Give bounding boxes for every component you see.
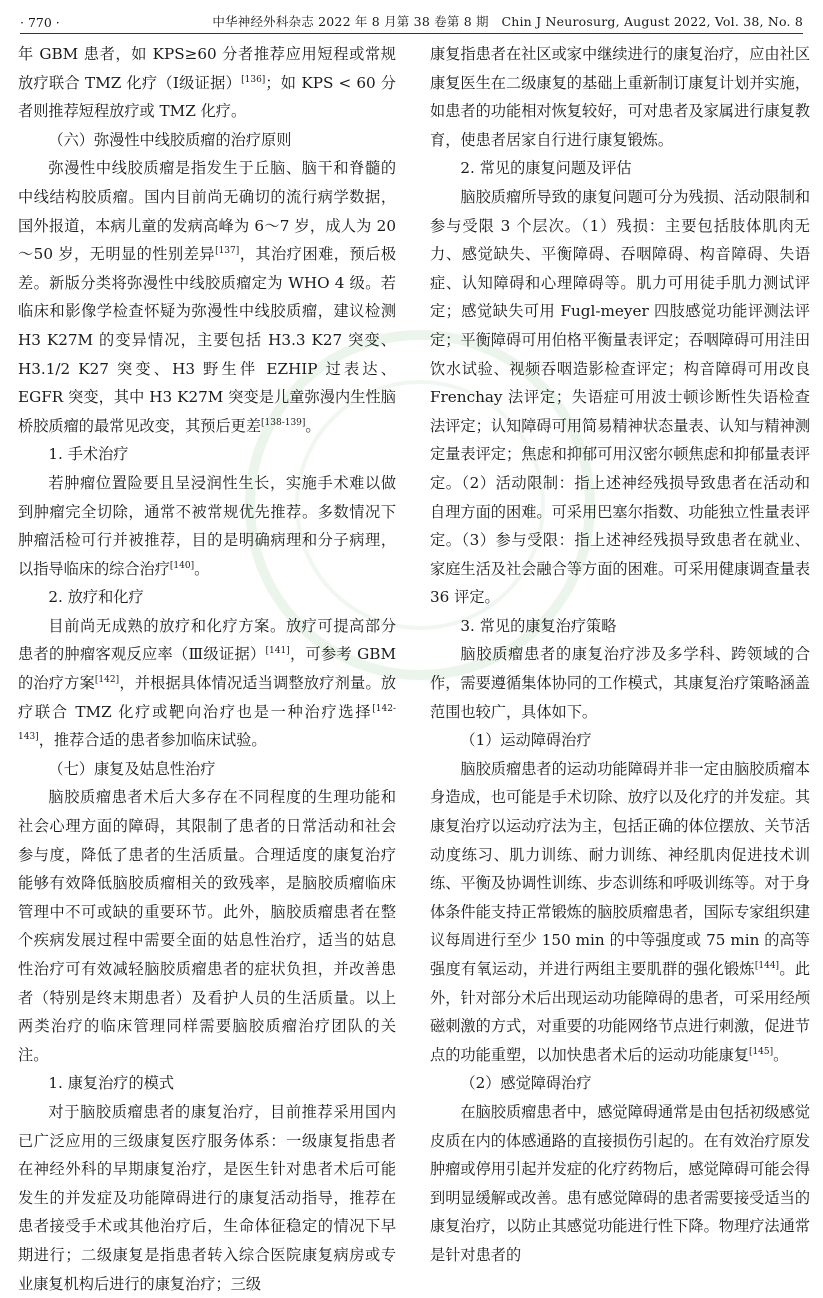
subsection-heading: （2）感觉障碍治疗 — [460, 1074, 592, 1093]
subsection-heading: 1. 手术治疗 — [48, 445, 129, 464]
paragraph: 脑胶质瘤患者的康复治疗涉及多学科、跨领域的合作，需要遵循集体协同的工作模式，其康复治疗策略涵盖范围也较广，具体如下。 — [430, 645, 810, 721]
subsection-heading: 2. 放疗和化疗 — [48, 588, 144, 607]
paragraph: 脑胶质瘤所导致的康复问题可分为残损、活动限制和参与受限 3 个层次。（1）残损：主要包括肢体肌肉无力、感觉缺失、平衡障碍、吞咽障碍、构音障碍、失语症、认知障碍和心理障碍等。肌力可用徒手肌力测试评定；感觉缺失可用 Fugl-meyer 四肢感觉功能评测法评定；平衡障碍可用伯格平衡量表评定；吞咽障碍可用洼田饮水试验、视频吞咽造影检查评定；构音障碍可用改良 Frenchay 法评定；失语症可用波士顿诊断性失语检查法评定；认知障碍可用简易精神状态量表、认知与精神测定量表评定；焦虑和抑郁可用汉密尔顿焦虑和抑郁量表评定。（2）活动限制：指上述神经残损导致患者在活动和自理方面的困难。可采用巴塞尔指数、功能独立性量表评定。（3）参与受限：指上述神经残损导致患者在就业、家庭生活及社会融合等方面的困难。可采用健康调查量表 36 评定。 — [430, 187, 810, 607]
right-column — [430, 40, 810, 1270]
paragraph: 目前尚无成熟的放疗和化疗方案。放疗可提高部分患者的肿瘤客观反应率（Ⅲ级证据）[141]，可参考 GBM 的治疗方案[142]，并根据具体情况适当调整放疗剂量。放疗联合 TMZ 化疗或靶向治疗也是一种治疗选择[142-143]，推荐合适的患者参加临床试验。 — [18, 616, 397, 750]
section-heading: （七）康复及姑息性治疗 — [48, 759, 216, 778]
paragraph: 弥漫性中线胶质瘤是指发生于丘脑、脑干和脊髓的中线结构胶质瘤。国内目前尚无确切的流行病学数据，国外报道，本病儿童的发病高峰为 6～7 岁，成人为 20～50 岁，无明显的性别差异[137]，其治疗困难，预后极差。新版分类将弥漫性中线胶质瘤定为 WHO 4 级。若临床和影像学检查怀疑为弥漫性中线胶质瘤，建议检测 H3 K27M 的变异情况，主要包括 H3.3 K27 突变、H3.1/2 K27 突变、H3 野生伴 EZHIP 过表达、EGFR 突变，其中 H3 K27M 突变是儿童弥漫内生性脑桥胶质瘤的最常见改变，其预后更差[138-139]。 — [18, 159, 397, 435]
subsection-heading: 2. 常见的康复问题及评估 — [460, 159, 632, 178]
paragraph: 脑胶质瘤患者术后大多存在不同程度的生理功能和社会心理方面的障碍，其限制了患者的日常活动和社会参与度，降低了患者的生活质量。合理适度的康复治疗能够有效降低脑胶质瘤相关的致残率，是脑胶质瘤临床管理中不可或缺的重要环节。此外，脑胶质瘤患者在整个疾病发展过程中需要全面的姑息性治疗，适当的姑息性治疗可有效减轻脑胶质瘤患者的症状负担，并改善患者（特别是终末期患者）及看护人员的生活质量。以上两类治疗的临床管理同样需要脑胶质瘤治疗团队的关注。 — [18, 788, 396, 1064]
journal-citation: 中华神经外科杂志 2022 年 8 月第 38 卷第 8 期 Chin J Neurosurg, August 2022, Vol. 38, No. 8 — [212, 14, 803, 29]
subsection-heading: （1）运动障碍治疗 — [460, 731, 592, 750]
running-header — [20, 8, 803, 34]
paragraph: 脑胶质瘤患者的运动功能障碍并非一定由脑胶质瘤本身造成，也可能是手术切除、放疗以及化疗的并发症。其康复治疗以运动疗法为主，包括正确的体位摆放、关节活动度练习、肌力训练、耐力训练、神经肌肉促进技术训练、平衡及协调性训练、步态训练和呼吸训练等。对于身体条件能支持正常锻炼的脑胶质瘤患者，国际专家组织建议每周进行至少 150 min 的中等强度或 75 min 的高等强度有氧运动，并进行两组主要肌群的强化锻炼[144]。此外，针对部分术后出现运动功能障碍的患者，可采用经颅磁刺激的方式，对重要的功能网络节点进行刺激，促进节点的功能重塑，以加快患者术后的运动功能康复[145]。 — [430, 759, 811, 1064]
paragraph: 年 GBM 患者，如 KPS≥60 分者推荐应用短程或常规放疗联合 TMZ 化疗（Ⅰ级证据）[136]；如 KPS < 60 分者则推荐短程放疗或 TMZ 化疗。 — [18, 45, 396, 121]
paragraph: 对于脑胶质瘤患者的康复治疗，目前推荐采用国内已广泛应用的三级康复医疗服务体系：一级康复指患者在神经外科的早期康复治疗，是医生针对患者术后可能发生的并发症及功能障碍进行的康复活动指导，推荐在患者接受手术或其他治疗后，生命体征稳定的情况下早期进行；二级康复是指患者转入综合医院康复病房或专业康复机构后进行的康复治疗；三级 — [18, 1102, 396, 1293]
paragraph: 若肿瘤位置险要且呈浸润性生长，实施手术难以做到肿瘤完全切除，通常不被常规优先推荐。多数情况下肿瘤活检可行并被推荐，目的是明确病理和分子病理，以指导临床的综合治疗[140]。 — [18, 473, 396, 578]
subsection-heading: 3. 常见的康复治疗策略 — [460, 616, 617, 635]
paragraph: 康复指患者在社区或家中继续进行的康复治疗，应由社区康复医生在二级康复的基础上重新制订康复计划并实施，如患者的功能相对恢复较好，可对患者及家属进行康复教育，使患者居家自行进行康复锻炼。 — [430, 45, 810, 149]
subsection-heading: 1. 康复治疗的模式 — [48, 1074, 175, 1093]
section-heading: （六）弥漫性中线胶质瘤的治疗原则 — [48, 130, 292, 149]
left-column — [18, 40, 396, 1298]
paragraph: 在脑胶质瘤患者中，感觉障碍通常是由包括初级感觉皮质在内的体感通路的直接损伤引起的。在有效治疗原发肿瘤或停用引起并发症的化疗药物后，感觉障碍可能会得到明显缓解或改善。患有感觉障碍的患者需要接受适当的康复治疗，以防止其感觉功能进行性下降。物理疗法通常是针对患者的 — [430, 1102, 810, 1264]
page-number: · 770 · — [20, 15, 60, 30]
